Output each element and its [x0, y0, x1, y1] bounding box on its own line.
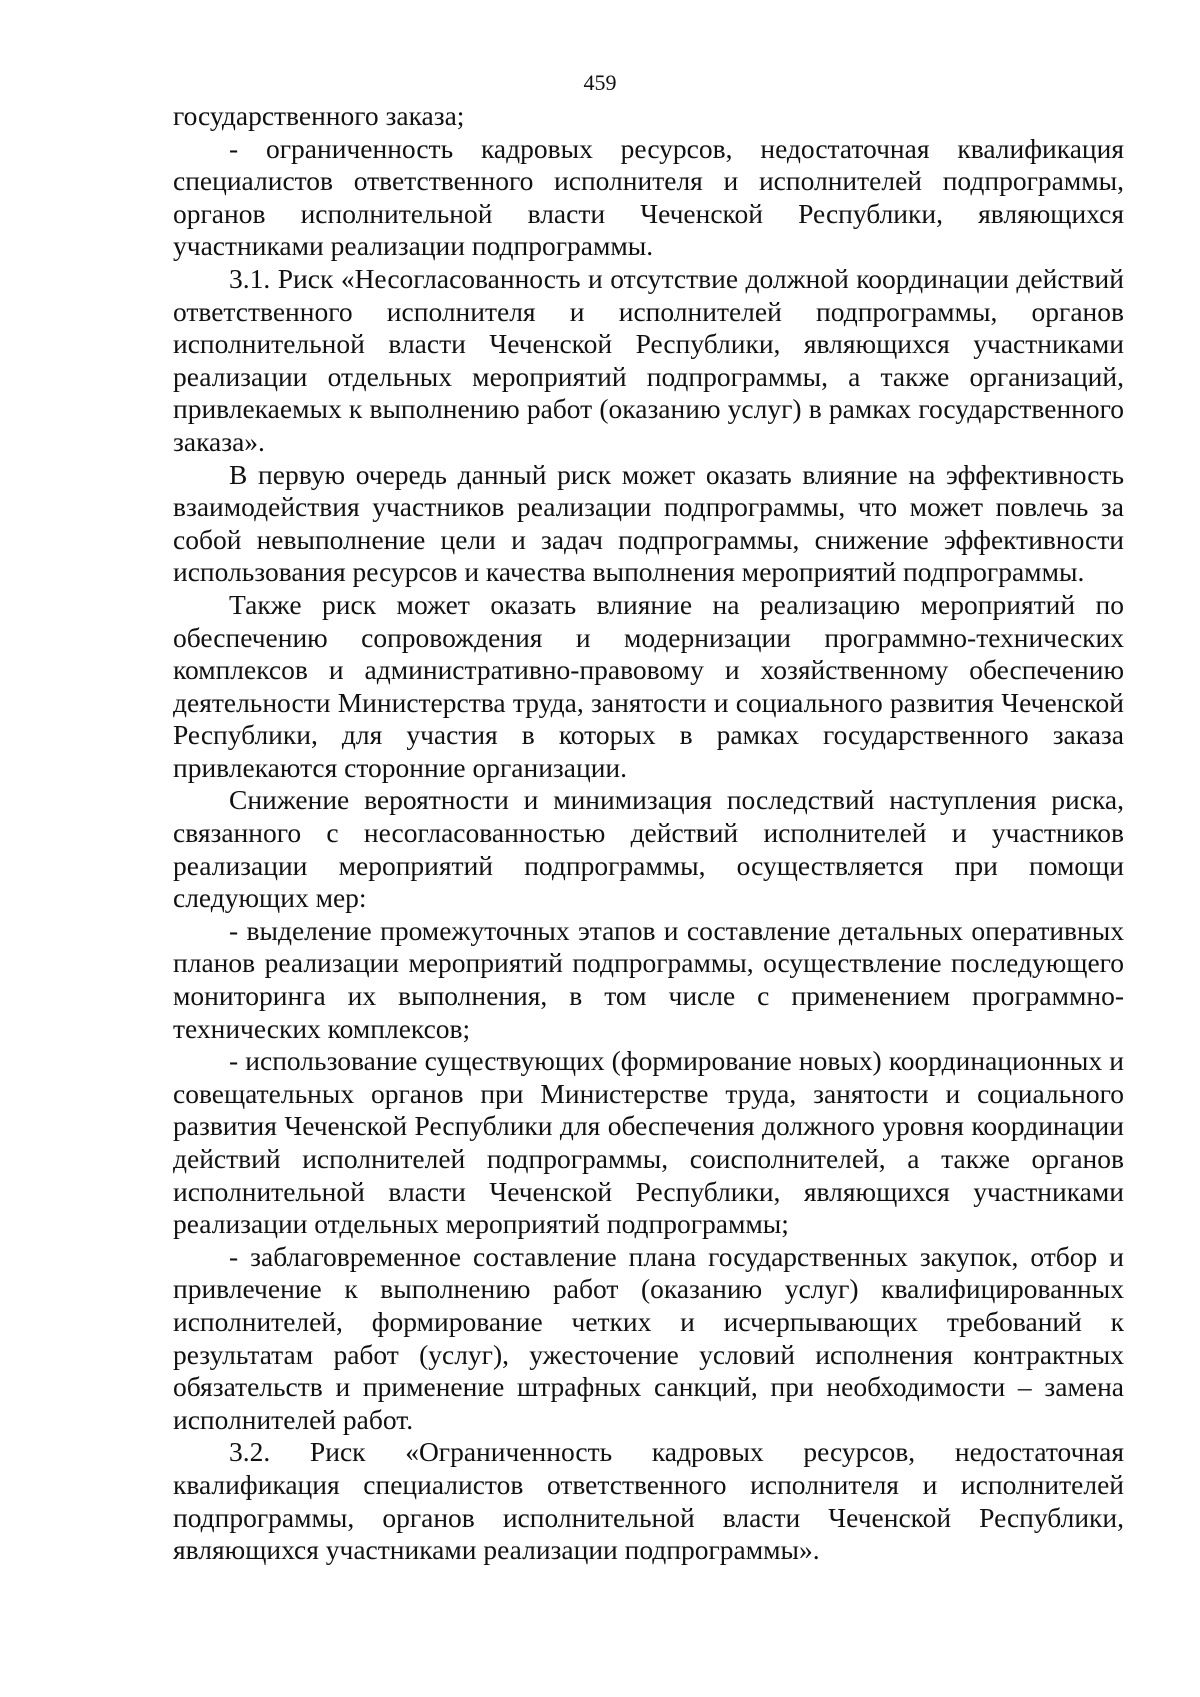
paragraph-mitigation-intro: Снижение вероятности и минимизация последствий наступления риска, связанного с несогласованностью действий исполнителей и участников реализации мероприятий подпрограммы, осуществляется при помощи следующих мер:	[173, 784, 1124, 914]
paragraph-continuation: государственного заказа;	[173, 100, 465, 131]
document-body	[173, 100, 1124, 1567]
page-number: 459	[583, 70, 617, 95]
paragraph-bullet-coordination: - использование существующих (формирование новых) координационных и совещательных органов при Министерстве труда, занятости и социального развития Чеченской Республики для обеспечения должного уровня координации действий исполнителей подпрограммы, соисполнителей, а также органов исполнительной власти Чеченской Республики, являющихся участниками реализации отдельных мероприятий подпрограммы;	[173, 1045, 1124, 1240]
paragraph-bullet-limited-resources: - ограниченность кадровых ресурсов, недостаточная квалификация специалистов ответственного исполнителя и исполнителей подпрограммы, органов исполнительной власти Чеченской Республики, являющихся участниками реализации подпрограммы.	[173, 132, 1124, 262]
paragraph-bullet-stages: - выделение промежуточных этапов и составление детальных оперативных планов реализации мероприятий подпрограммы, осуществление последующего мониторинга их выполнения, в том числе с применением программно-технических комплексов;	[173, 914, 1124, 1044]
paragraph-bullet-procurement: - заблаговременное составление плана государственных закупок, отбор и привлечение к выполнению работ (оказанию услуг) квалифицированных исполнителей, формирование четких и исчерпывающих требований к результатам работ (услуг), ужесточение условий исполнения контрактных обязательств и применение штрафных санкций, при необходимости – замена исполнителей работ.	[173, 1240, 1124, 1435]
paragraph-risk-3-1: 3.1. Риск «Несогласованность и отсутствие должной координации действий ответственного исполнителя и исполнителей подпрограммы, органов исполнительной власти Чеченской Республики, являющихся участниками реализации отдельных мероприятий подпрограммы, а также организаций, привлекаемых к выполнению работ (оказанию услуг) в рамках государственного заказа».	[173, 262, 1124, 457]
paragraph-risk-impact: В первую очередь данный риск может оказать влияние на эффективность взаимодействия участников реализации подпрограммы, что может повлечь за собой невыполнение цели и задач подпрограммы, снижение эффективности использования ресурсов и качества выполнения мероприятий подпрограммы.	[173, 458, 1124, 588]
paragraph-risk-impact-measures: Также риск может оказать влияние на реализацию мероприятий по обеспечению сопровождения и модернизации программно-технических комплексов и административно-правовому и хозяйственному обеспечению деятельности Министерства труда, занятости и социального развития Чеченской Республики, для участия в которых в рамках государственного заказа привлекаются сторонние организации.	[173, 588, 1124, 783]
paragraph-risk-3-2: 3.2. Риск «Ограниченность кадровых ресурсов, недостаточная квалификация специалистов ответственного исполнителя и исполнителей подпрограммы, органов исполнительной власти Чеченской Республики, являющихся участниками реализации подпрограммы».	[173, 1436, 1124, 1566]
